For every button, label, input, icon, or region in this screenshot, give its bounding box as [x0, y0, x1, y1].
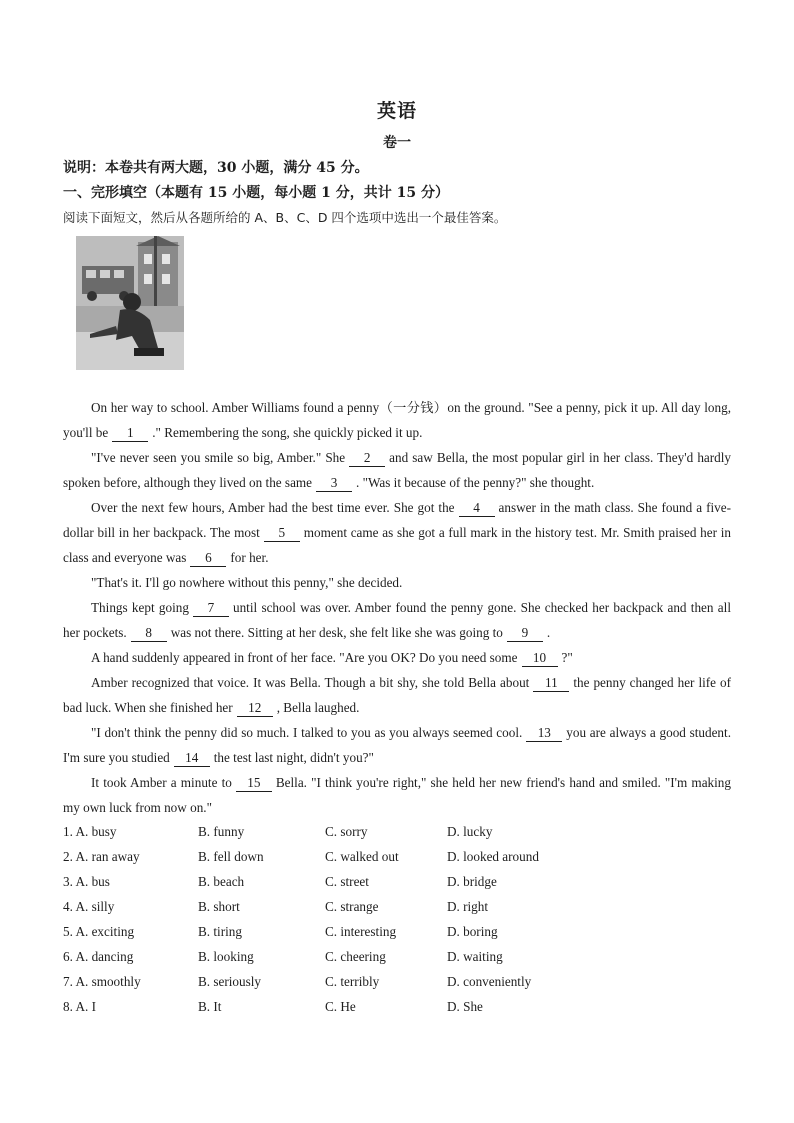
option-c: C. cheering — [325, 949, 386, 964]
blank: 1 — [112, 425, 148, 442]
option-row — [63, 922, 731, 947]
option-row — [63, 897, 731, 922]
option-b: B. tiring — [198, 924, 242, 939]
option-a: 8. A. I — [63, 999, 96, 1014]
option-d: D. looked around — [447, 849, 539, 864]
option-c: C. interesting — [325, 924, 397, 939]
blank: 13 — [526, 725, 562, 742]
option-a: 2. A. ran away — [63, 849, 140, 864]
option-a: 5. A. exciting — [63, 924, 135, 939]
paragraph: Over the next few hours, Amber had the best time ever. She got the 4 answer in the math class. She found a five-dollar bill in her backpack. The most 5 moment came as she got a full mark in the history test. Mr. Smith praised her in class and everyone was 6 for her. — [63, 500, 731, 565]
blank: 4 — [459, 500, 495, 517]
blank: 6 — [190, 550, 226, 567]
option-b: B. beach — [198, 874, 245, 889]
option-d: D. She — [447, 999, 483, 1014]
exam-note: 说明：本卷共有两大题，30 小题，满分 45 分。 — [63, 160, 369, 176]
section-instruction: 阅读下面短文，然后从各题所给的 A、B、C、D 四个选项中选出一个最佳答案。 — [63, 210, 507, 225]
paper-subtitle: 卷一 — [383, 135, 411, 151]
paragraph: Things kept going 7 until school was over. Amber found the penny gone. She checked her backpack and then all her pockets. 8 was not there. Sitting at her desk, she felt like she was going to 9 . — [63, 600, 731, 640]
paragraph: Amber recognized that voice. It was Bella. Though a bit shy, she told Bella about 11 the penny changed her life of bad luck. When she finished her 12 , Bella laughed. — [63, 675, 731, 715]
option-c: C. walked out — [325, 849, 399, 864]
option-b: B. seriously — [198, 974, 262, 989]
option-a: 6. A. dancing — [63, 949, 134, 964]
option-d: D. lucky — [447, 824, 493, 839]
option-d: D. boring — [447, 924, 498, 939]
option-row — [63, 847, 731, 872]
option-b: B. short — [198, 899, 240, 914]
paragraph: A hand suddenly appeared in front of her face. "Are you OK? Do you need some 10 ?" — [91, 650, 573, 665]
option-row — [63, 997, 731, 1022]
option-d: D. bridge — [447, 874, 497, 889]
option-c: C. sorry — [325, 824, 368, 839]
option-c: C. street — [325, 874, 369, 889]
option-a: 3. A. bus — [63, 874, 110, 889]
paragraph: On her way to school. Amber Williams found a penny（一分钱）on the ground. "See a penny, pick it up. All day long, you'll be 1 ." Remembering the song, she quickly picked it up. — [63, 400, 731, 440]
option-b: B. It — [198, 999, 222, 1014]
paragraph: It took Amber a minute to 15 Bella. "I think you're right," she held her new friend's hand and smiled. "I'm making my own luck from now on." — [63, 775, 731, 815]
cloze-passage — [63, 395, 731, 820]
blank: 7 — [193, 600, 229, 617]
option-a: 4. A. silly — [63, 899, 115, 914]
blank: 9 — [507, 625, 543, 642]
option-c: C. He — [325, 999, 356, 1014]
option-row — [63, 872, 731, 897]
option-d: D. waiting — [447, 949, 503, 964]
option-d: D. right — [447, 899, 489, 914]
paragraph: "That's it. I'll go nowhere without this penny," she decided. — [91, 575, 403, 590]
option-b: B. looking — [198, 949, 254, 964]
section-heading: 一、完形填空（本题有 15 小题，每小题 1 分，共计 15 分） — [63, 185, 449, 201]
blank: 5 — [264, 525, 300, 542]
option-b: B. funny — [198, 824, 245, 839]
blank: 15 — [236, 775, 272, 792]
answer-options — [63, 822, 731, 1022]
paragraph: "I've never seen you smile so big, Amber." She 2 and saw Bella, the most popular girl in her class. They'd hardly spoken before, although they lived on the same 3 . "Was it because of the penny?" she thought. — [63, 450, 732, 490]
blank: 10 — [522, 650, 558, 667]
page-title: 英语 — [376, 100, 417, 122]
option-row — [63, 947, 731, 972]
option-row — [63, 972, 731, 997]
blank: 2 — [349, 450, 385, 467]
illustration-photo — [76, 236, 184, 370]
blank: 8 — [131, 625, 167, 642]
option-a: 1. A. busy — [63, 824, 117, 839]
option-b: B. fell down — [198, 849, 264, 864]
option-row — [63, 822, 731, 847]
blank: 3 — [316, 475, 352, 492]
option-a: 7. A. smoothly — [63, 974, 141, 989]
blank: 14 — [174, 750, 210, 767]
paragraph: "I don't think the penny did so much. I talked to you as you always seemed cool. 13 you are always a good student. I'm sure you studied 14 the test last night, didn't you?" — [63, 725, 731, 765]
option-c: C. terribly — [325, 974, 380, 989]
blank: 12 — [237, 700, 273, 717]
option-d: D. conveniently — [447, 974, 532, 989]
option-c: C. strange — [325, 899, 379, 914]
blank: 11 — [533, 675, 569, 692]
